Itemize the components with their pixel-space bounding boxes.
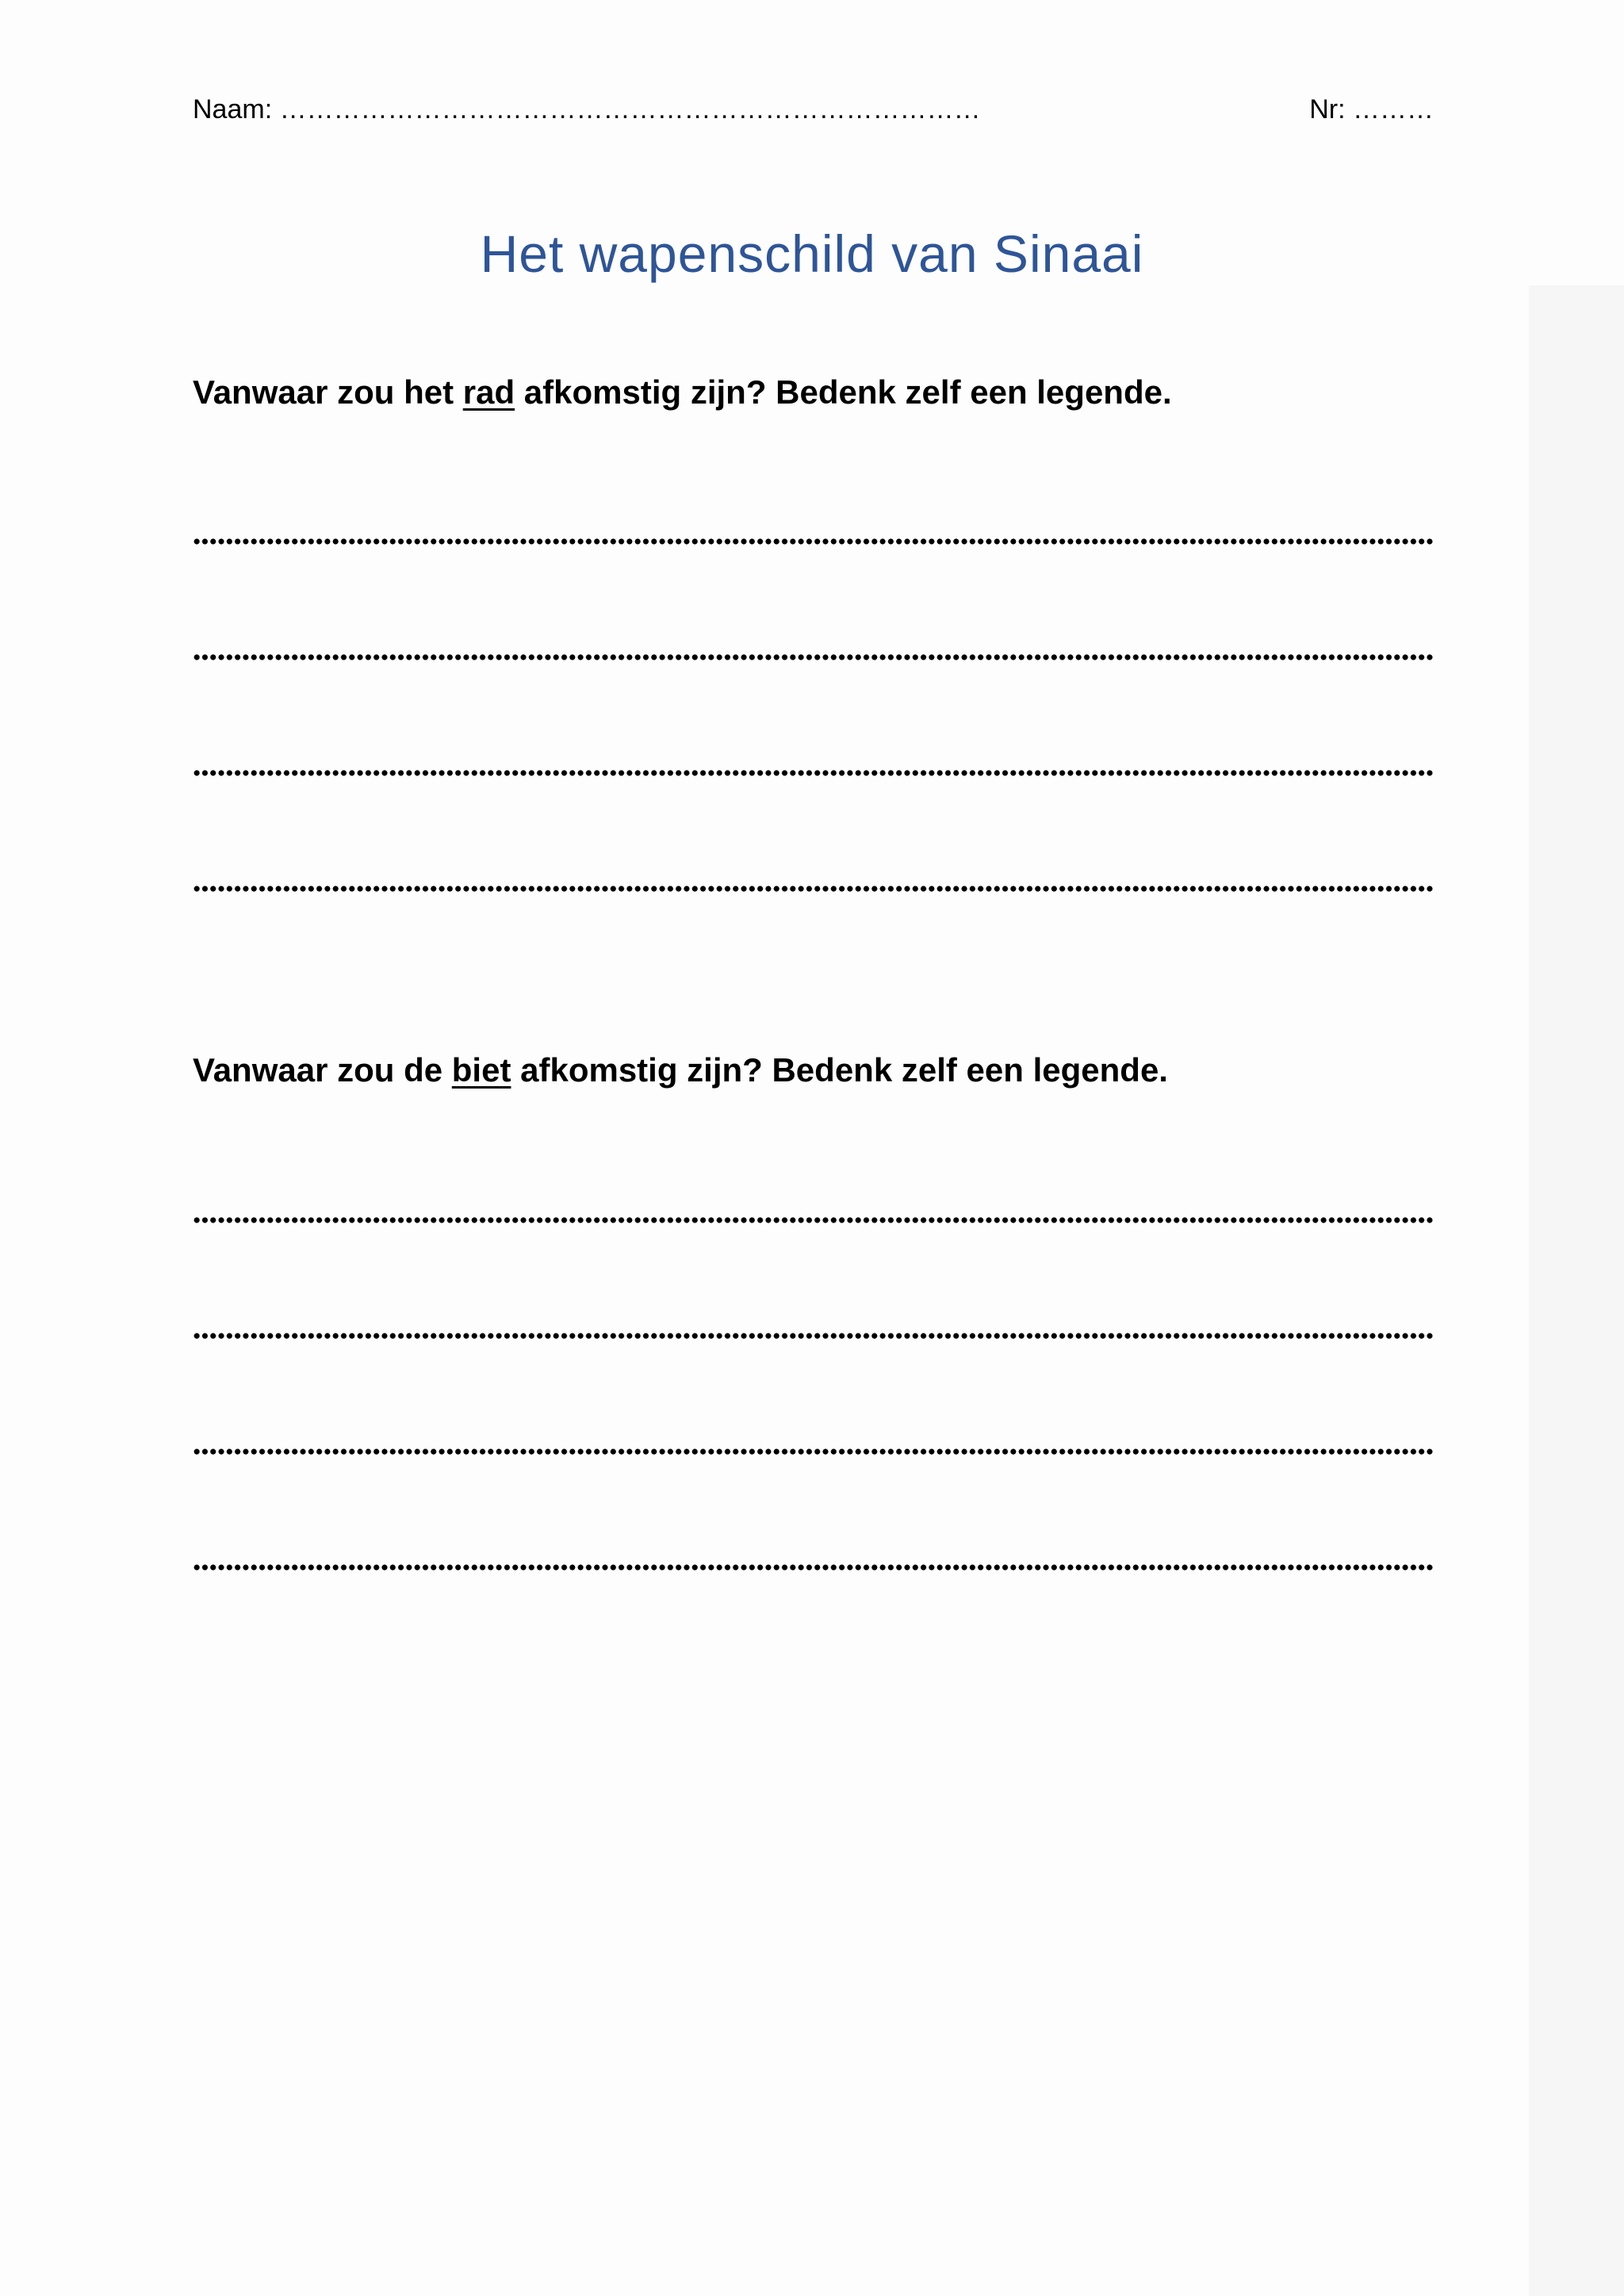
question-text-start: Vanwaar zou het <box>193 373 463 411</box>
answer-line[interactable] <box>193 536 1434 547</box>
answer-line[interactable] <box>193 1215 1434 1226</box>
answer-line[interactable] <box>193 1446 1434 1457</box>
question-rad <box>193 373 1172 412</box>
question-text-start: Vanwaar zou de <box>193 1051 452 1089</box>
page-shade <box>1529 285 1624 2296</box>
answer-line[interactable] <box>193 883 1434 894</box>
question-keyword: biet <box>451 1051 511 1089</box>
name-field-label: Naam: …………………………………………………………………… <box>193 94 981 124</box>
question-keyword: rad <box>462 373 515 411</box>
question-text-end: afkomstig zijn? Bedenk zelf een legende. <box>511 1051 1168 1089</box>
answer-line[interactable] <box>193 767 1434 779</box>
number-field-label: Nr: ……… <box>1309 94 1434 124</box>
answer-line[interactable] <box>193 652 1434 663</box>
answer-line[interactable] <box>193 1562 1434 1573</box>
page-title: Het wapenschild van Sinaai <box>480 224 1144 283</box>
answer-line[interactable] <box>193 1330 1434 1341</box>
question-text-end: afkomstig zijn? Bedenk zelf een legende. <box>515 373 1172 411</box>
question-biet <box>193 1050 1168 1090</box>
